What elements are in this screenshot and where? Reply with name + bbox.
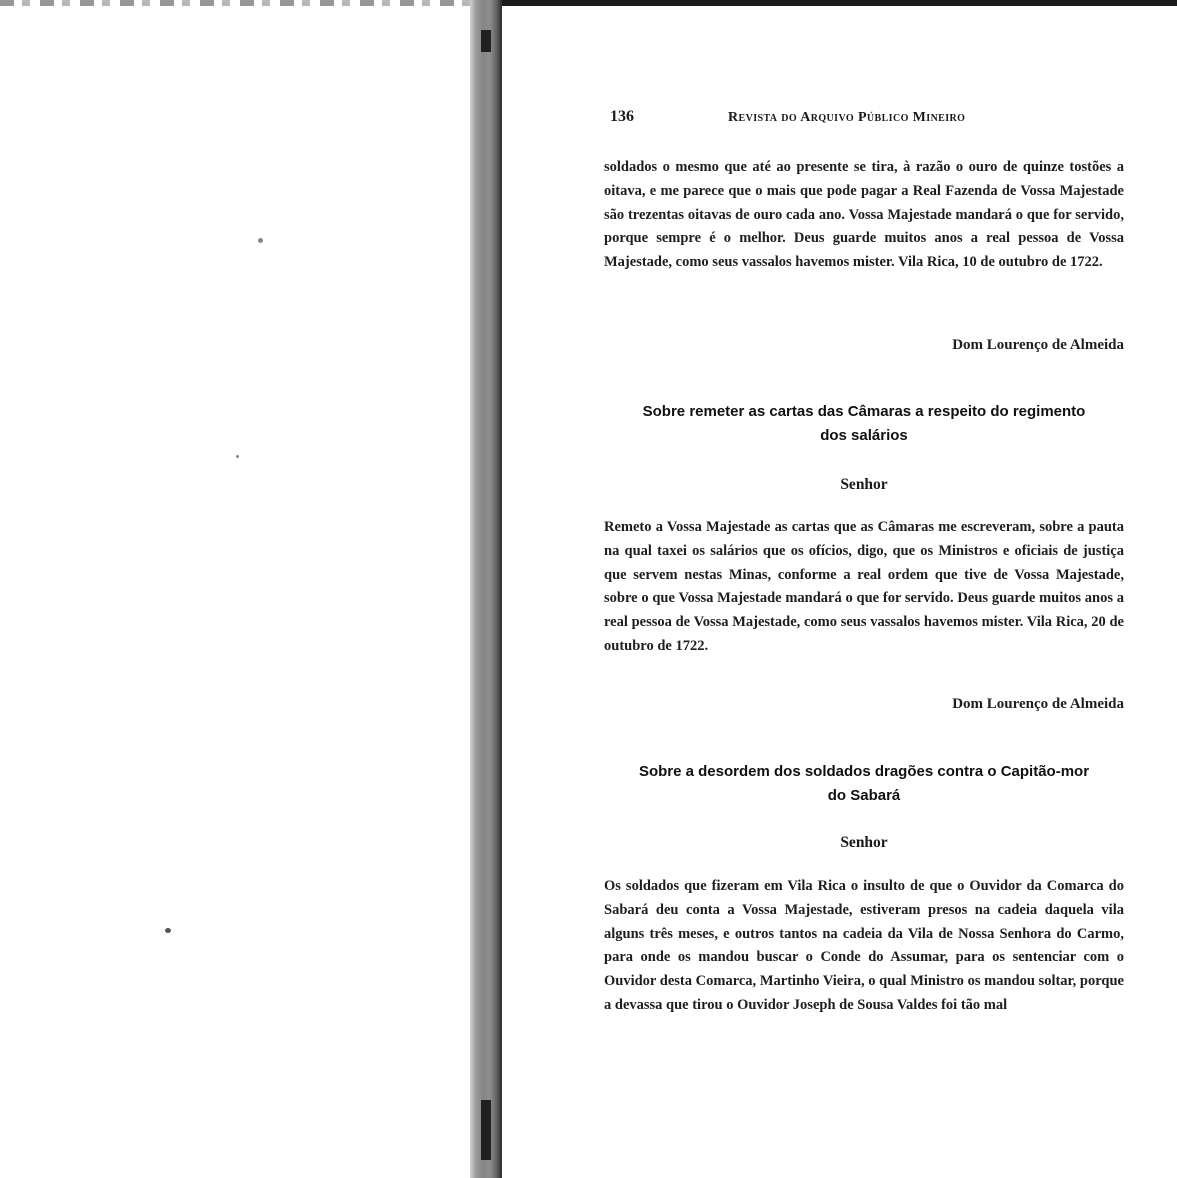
letter-2-body: Remeto a Vossa Majestade as cartas que as Câmaras me escreveram, sobre a pauta na qual taxei os salários que os ofícios, digo, que os Ministros e oficiais de justiça que servem nestas Minas, conforme a real ordem que tive de Vossa Majestade, sobre o que Vossa Majestade mandará o que for servido. Deus guarde muitos anos a real pessoa de Vossa Majestade, como seus vassalos havemos mister. Vila Rica, 20 de outubro de 1722. xyxy=(604,519,1124,654)
letter-2-heading-line-1: Sobre remeter as cartas das Câmaras a respeito do regimento xyxy=(642,403,1086,420)
page-number: 136 xyxy=(610,108,634,125)
letter-3-body: Os soldados que fizeram em Vila Rica o insulto de que o Ouvidor da Comarca do Sabará deu conta a Vossa Majestade, estiveram presos na cadeia daquela vila alguns três meses, e outros tantos na cadeia da Vila de Nossa Senhora do Carmo, para onde os mandou buscar o Conde do Assumar, para os sentenciar com o Ouvidor desta Comarca, Martinho Vieira, o qual Ministro os mandou soltar, porque a devassa que tirou o Ouvidor Joseph de Sousa Valdes foi tão mal xyxy=(604,878,1124,1013)
scan-speck xyxy=(236,455,239,458)
scan-top-edge-left xyxy=(0,0,470,6)
journal-title: Revista do Arquivo Público Mineiro xyxy=(728,110,966,125)
letter-1-body: soldados o mesmo que até ao presente se tira, à razão o ouro de quinze tostões a oitava, e me parece que o mais que pode pagar a Real Fazenda de Vossa Majestade são trezentas oitavas de ouro cada ano. Vossa Majestade mandará o que for servido, porque sempre é o melhor. Deus guarde muitos anos a real pessoa de Vossa Majestade, como seus vassalos havemos mister. Vila Rica, 10 de outubro de 1722. xyxy=(604,159,1124,271)
letter-3-heading-line-1: Sobre a desordem dos soldados dragões contra o Capitão-mor xyxy=(638,763,1090,780)
letter-2-heading-line-2: dos salários xyxy=(820,427,908,444)
running-head xyxy=(604,108,1124,136)
letter-1 xyxy=(604,156,1124,275)
scan-top-edge-right xyxy=(500,0,1177,6)
scan-speck xyxy=(165,928,171,933)
letter-1-signature: Dom Lourenço de Almeida xyxy=(952,337,1124,353)
book-spine-gutter xyxy=(470,0,502,1178)
spine-mark-bottom xyxy=(481,1100,491,1160)
letter-3-heading xyxy=(604,760,1124,808)
letter-3 xyxy=(604,875,1124,1018)
letter-2-heading xyxy=(604,400,1124,448)
letter-3-salutation: Senhor xyxy=(840,834,888,851)
book-page-right xyxy=(604,108,1124,1013)
letter-2 xyxy=(604,516,1124,659)
letter-3-heading-line-2: do Sabará xyxy=(827,787,901,804)
spine-mark-top xyxy=(481,30,491,52)
letter-2-signature: Dom Lourenço de Almeida xyxy=(952,696,1124,712)
letter-2-salutation: Senhor xyxy=(840,476,888,493)
scan-speck xyxy=(258,238,263,243)
